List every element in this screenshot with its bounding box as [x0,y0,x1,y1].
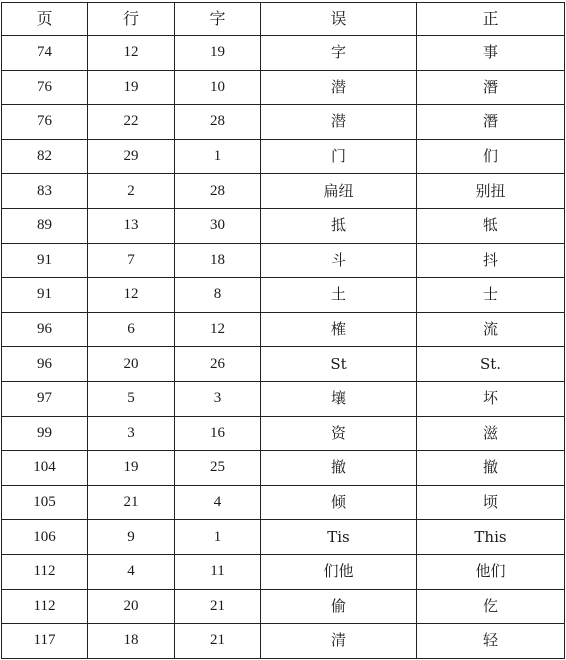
cell-page: 97 [2,381,88,416]
cell-char: 28 [175,174,261,209]
cell-wrong: Tis [261,520,417,555]
cell-correct: 别扭 [417,174,565,209]
cell-wrong: 土 [261,278,417,313]
cell-correct: 潛 [417,70,565,105]
table-row [2,589,565,624]
cell-correct: 士 [417,278,565,313]
cell-wrong: 倾 [261,485,417,520]
cell-page: 105 [2,485,88,520]
cell-line: 4 [88,554,175,589]
cell-char: 26 [175,347,261,382]
cell-correct: 坏 [417,381,565,416]
cell-char: 11 [175,554,261,589]
header-row [2,3,565,36]
cell-correct: St. [417,347,565,382]
cell-line: 5 [88,381,175,416]
table-row [2,554,565,589]
table-row [2,381,565,416]
table-row [2,174,565,209]
cell-line: 12 [88,278,175,313]
cell-page: 112 [2,554,88,589]
cell-page: 76 [2,70,88,105]
cell-wrong: 潜 [261,105,417,140]
cell-char: 10 [175,70,261,105]
cell-correct: 仡 [417,589,565,624]
cell-wrong: 清 [261,624,417,659]
column-header-correct: 正 [417,3,565,36]
cell-wrong: 斗 [261,243,417,278]
cell-wrong: 榷 [261,312,417,347]
table-row [2,243,565,278]
table-row [2,624,565,659]
cell-correct: 流 [417,312,565,347]
cell-char: 28 [175,105,261,140]
cell-line: 29 [88,139,175,174]
cell-page: 76 [2,105,88,140]
cell-line: 9 [88,520,175,555]
cell-wrong: 门 [261,139,417,174]
column-header-page: 页 [2,3,88,36]
cell-line: 7 [88,243,175,278]
cell-wrong: St [261,347,417,382]
cell-correct: This [417,520,565,555]
cell-page: 117 [2,624,88,659]
cell-wrong: 们他 [261,554,417,589]
cell-char: 21 [175,624,261,659]
cell-line: 13 [88,208,175,243]
table-row [2,139,565,174]
cell-correct: 轻 [417,624,565,659]
cell-line: 6 [88,312,175,347]
cell-page: 96 [2,347,88,382]
cell-char: 1 [175,139,261,174]
cell-line: 2 [88,174,175,209]
table-row [2,451,565,486]
cell-line: 18 [88,624,175,659]
cell-char: 21 [175,589,261,624]
column-header-wrong: 误 [261,3,417,36]
cell-correct: 牴 [417,208,565,243]
table-row [2,208,565,243]
cell-page: 89 [2,208,88,243]
cell-page: 104 [2,451,88,486]
column-header-line: 行 [88,3,175,36]
cell-line: 19 [88,451,175,486]
cell-page: 112 [2,589,88,624]
cell-page: 91 [2,278,88,313]
cell-page: 83 [2,174,88,209]
cell-line: 20 [88,347,175,382]
cell-wrong: 撤 [261,451,417,486]
cell-char: 4 [175,485,261,520]
cell-char: 3 [175,381,261,416]
cell-page: 106 [2,520,88,555]
cell-page: 91 [2,243,88,278]
cell-wrong: 潜 [261,70,417,105]
cell-correct: 们 [417,139,565,174]
cell-char: 8 [175,278,261,313]
cell-page: 99 [2,416,88,451]
table-row [2,36,565,71]
cell-line: 20 [88,589,175,624]
table-row [2,485,565,520]
cell-correct: 抖 [417,243,565,278]
cell-correct: 撤 [417,451,565,486]
cell-wrong: 字 [261,36,417,71]
table-row [2,70,565,105]
cell-char: 19 [175,36,261,71]
cell-correct: 滋 [417,416,565,451]
cell-correct: 他们 [417,554,565,589]
cell-correct: 顷 [417,485,565,520]
cell-correct: 事 [417,36,565,71]
cell-wrong: 扁纽 [261,174,417,209]
table-row [2,278,565,313]
cell-char: 16 [175,416,261,451]
table-row [2,416,565,451]
cell-correct: 潛 [417,105,565,140]
cell-page: 74 [2,36,88,71]
table-row [2,105,565,140]
cell-char: 25 [175,451,261,486]
cell-wrong: 偷 [261,589,417,624]
cell-char: 30 [175,208,261,243]
table-row [2,520,565,555]
cell-char: 18 [175,243,261,278]
errata-body [2,36,565,659]
table-row [2,312,565,347]
errata-table [1,2,565,659]
cell-line: 19 [88,70,175,105]
column-header-char: 字 [175,3,261,36]
table-row [2,347,565,382]
cell-wrong: 壤 [261,381,417,416]
cell-line: 22 [88,105,175,140]
cell-wrong: 资 [261,416,417,451]
cell-line: 21 [88,485,175,520]
cell-char: 12 [175,312,261,347]
cell-wrong: 抵 [261,208,417,243]
cell-page: 82 [2,139,88,174]
cell-char: 1 [175,520,261,555]
cell-line: 12 [88,36,175,71]
cell-page: 96 [2,312,88,347]
cell-line: 3 [88,416,175,451]
